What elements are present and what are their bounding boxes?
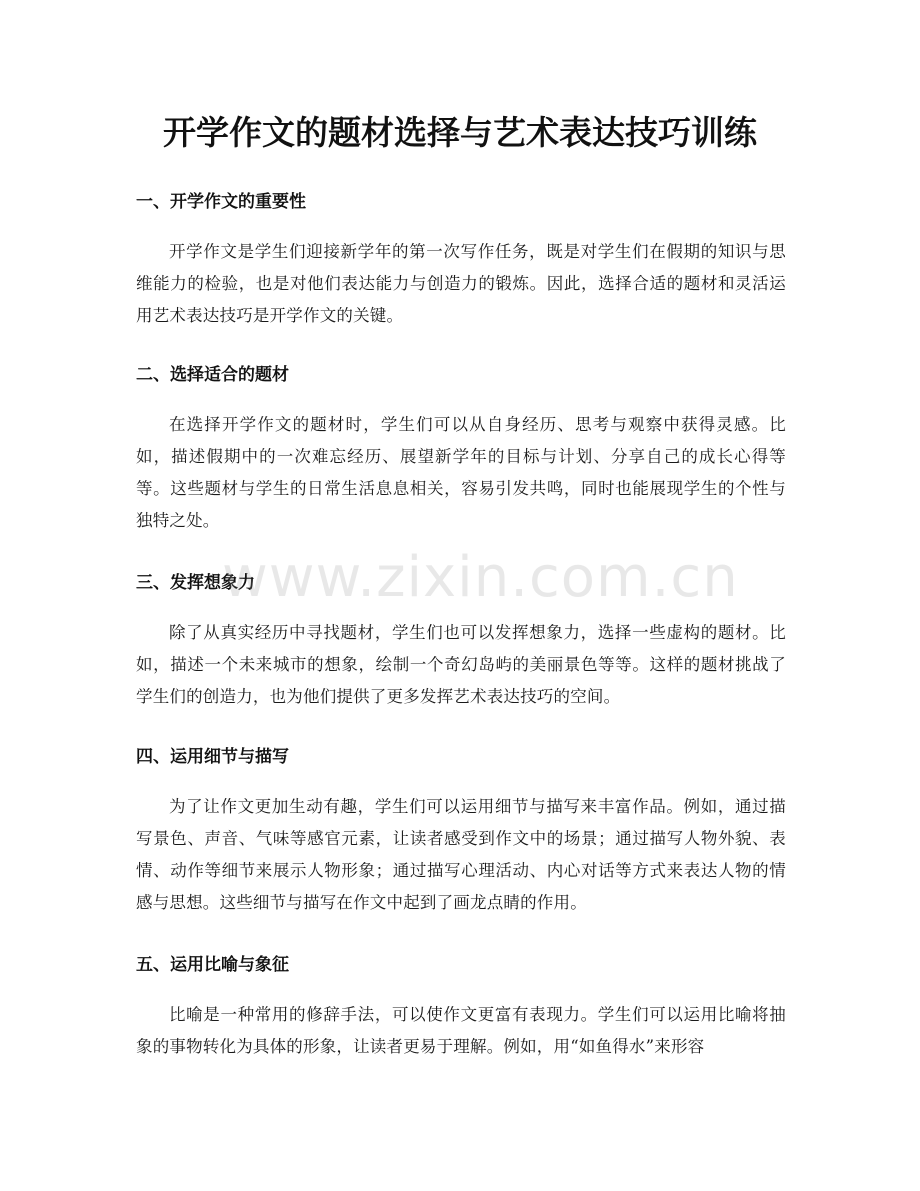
section-heading: 二、选择适合的题材 [136, 365, 289, 385]
section-paragraph: 为了让作文更加生动有趣，学生们可以运用细节与描写来丰富作品。例如，通过描写景色、声音、气味等感官元素，让读者感受到作文中的场景；通过描写人物外貌、表情、动作等细节来展示人物形象；通过描写心理活动、内心对话等方式来表达人物的情感与思想。这些细节与描写在作文中起到了画龙点睛的作用。 [136, 797, 786, 912]
section-paragraph: 比喻是一种常用的修辞手法，可以使作文更富有表现力。学生们可以运用比喻将抽象的事物转化为具体的形象，让读者更易于理解。例如，用“如鱼得水”来形容 [136, 1005, 786, 1056]
section-paragraph: 开学作文是学生们迎接新学年的第一次写作任务，既是对学生们在假期的知识与思维能力的检验，也是对他们表达能力与创造力的锻炼。因此，选择合适的题材和灵活运用艺术表达技巧是开学作文的关键。 [136, 242, 786, 325]
section-details [136, 745, 786, 919]
section-paragraph: 在选择开学作文的题材时，学生们可以从自身经历、思考与观察中获得灵感。比如，描述假期中的一次难忘经历、展望新学年的目标与计划、分享自己的成长心得等等。这些题材与学生的日常生活息息相关，容易引发共鸣，同时也能展现学生的个性与独特之处。 [136, 415, 786, 530]
section-metaphor [136, 953, 786, 1063]
section-heading: 三、发挥想象力 [136, 573, 255, 593]
section-choose-topic [136, 363, 786, 537]
section-paragraph: 除了从真实经历中寻找题材，学生们也可以发挥想象力，选择一些虚构的题材。比如，描述一个未来城市的想象，绘制一个奇幻岛屿的美丽景色等等。这样的题材挑战了学生们的创造力，也为他们提供了更多发挥艺术表达技巧的空间。 [136, 623, 786, 706]
section-heading: 一、开学作文的重要性 [136, 192, 306, 212]
section-importance [136, 190, 786, 332]
section-imagination [136, 571, 786, 713]
watermark: www.zixin.com.cn [222, 545, 739, 610]
section-heading: 五、运用比喻与象征 [136, 955, 289, 975]
document-title: 开学作文的题材选择与艺术表达技巧训练 [163, 113, 757, 152]
section-heading: 四、运用细节与描写 [136, 747, 289, 767]
